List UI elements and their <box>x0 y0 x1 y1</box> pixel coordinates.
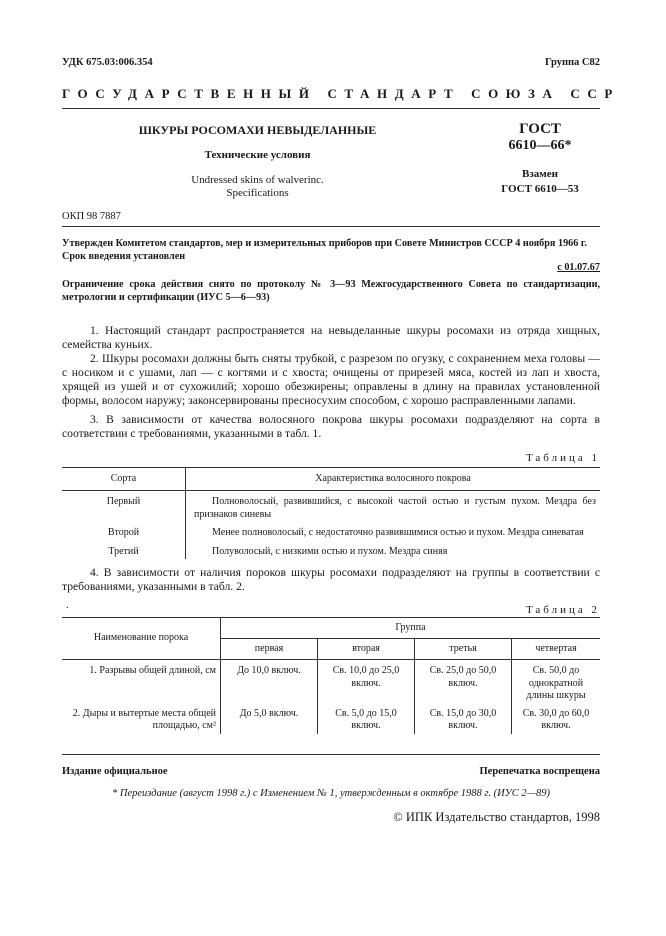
english-title-line1: Undressed skins of walverinc. <box>191 174 324 186</box>
official-edition: Издание официальное <box>62 766 168 777</box>
value-cell: Св. 25,0 до 50,0 включ. <box>415 660 512 704</box>
grade-cell: Второй <box>62 522 186 541</box>
desc-cell: Полуволосый, с низкими остью и пухом. Мездра синяя <box>212 545 448 557</box>
replaces-value: ГОСТ 6610—53 <box>501 183 579 195</box>
table-defects <box>62 617 600 734</box>
document-title: ШКУРЫ РОСОМАХИ НЕВЫДЕЛАННЫЕ <box>138 123 377 137</box>
copyright-line: © ИПК Издательство стандартов, 1998 <box>393 810 600 824</box>
english-title-line2: Specifications <box>226 187 289 199</box>
defect-name-cell: 2. Дыры и вытертые места общей площадью, см² <box>62 704 221 734</box>
desc-cell: Полноволосый, развившийся, с высокой частой остью и густым пухом. Мездра без признаков синевы <box>194 496 596 520</box>
table1-header-row <box>62 468 600 491</box>
desc-cell: Менее полноволосый, с недостаточно развившимися остью и пухом. Мездра синеватая <box>212 527 584 538</box>
paragraph-3: 3. В зависимости от качества волосяного покрова шкуры росомахи подразделяют на сорта в соответствии с требованиями, указанными в табл. 1. <box>62 413 600 440</box>
table1-col-desc: Характеристика волосяного покрова <box>186 468 601 491</box>
group-third: третья <box>415 639 512 660</box>
banner-rule <box>62 108 600 109</box>
effective-date: с 01.07.67 <box>557 262 600 273</box>
udc-code: УДК 675.03:006.354 <box>62 57 153 68</box>
replaces-label: Взамен <box>522 168 558 180</box>
table1-caption: Таблица 1 <box>525 452 600 464</box>
table2-caption: Таблица 2 <box>525 604 600 616</box>
table-row <box>62 704 600 734</box>
okp-rule <box>62 226 600 227</box>
value-cell: Св. 50,0 до однократной длины шкуры <box>526 665 586 701</box>
effective-label: Срок введения установлен <box>62 251 186 262</box>
document-subtitle: Технические условия <box>204 149 311 161</box>
gost-label: ГОСТ <box>519 121 561 137</box>
paragraph-2: 2. Шкуры росомахи должны быть сняты трубкой, с разрезом по огузку, с сохранением меха головы — с носиком и с ушами, лап — с когтями и с хвоста; очищены от прирезей мяса, костей из лап и хвоста, хрящей из ушей и от сухожилий; хорошо обезжирены; оправлены в длину на правилах установленной формы, волосом наружу; законсервированы пресносухим способом, с хорошо расправленными лапами. <box>62 352 600 407</box>
reprint-prohibited: Перепечатка воспрещена <box>479 766 600 777</box>
table1-col-grade: Сорта <box>62 468 186 491</box>
value-cell: До 5,0 включ. <box>221 704 318 734</box>
table2-header-row <box>62 618 600 639</box>
table2-col-name: Наименование порока <box>62 618 221 660</box>
table2-col-group: Группа <box>221 618 601 639</box>
grade-cell: Первый <box>62 491 186 523</box>
group-second: вторая <box>318 639 415 660</box>
value-cell: Св. 30,0 до 60,0 включ. <box>522 707 590 731</box>
table-row <box>62 491 600 523</box>
grade-cell: Третий <box>62 541 186 560</box>
table2-marker: . <box>66 600 69 611</box>
group-fourth: четвертая <box>512 639 601 660</box>
paragraph-1: 1. Настоящий стандарт распространяется на невыделанные шкуры росомахи из отряда хищных, семейства куньих. <box>62 324 600 351</box>
table2-bottom-rule <box>62 754 600 755</box>
group-code: Группа С82 <box>544 57 600 68</box>
value-cell: Св. 10,0 до 25,0 включ. <box>318 660 415 704</box>
value-cell: Св. 5,0 до 15,0 включ. <box>318 704 415 734</box>
gost-number: 6610—66* <box>508 138 572 153</box>
table-row <box>62 660 600 704</box>
reissue-note: * Переиздание (август 1998 г.) с Изменением № 1, утвержденным в октябре 1988 г. (ИУС 2—89) <box>112 788 550 799</box>
group-first: первая <box>221 639 318 660</box>
table-row <box>62 541 600 560</box>
okp-code: ОКП 98 7887 <box>62 211 121 222</box>
value-cell: До 10,0 включ. <box>221 660 318 704</box>
paragraph-4: 4. В зависимости от наличия пороков шкуры росомахи подразделяют на группы в соответствии с требованиями, указанными в табл. 2. <box>62 566 600 593</box>
defect-name-cell: 1. Разрывы общей длиной, см <box>62 660 221 704</box>
value-cell: Св. 15,0 до 30,0 включ. <box>415 704 512 734</box>
limitation-note: Ограничение срока действия снято по протоколу № 3—93 Межгосударственного Совета по стандартизации, метрологии и сертификации (ИУС 5—6—93) <box>62 279 600 303</box>
approval-line: Утвержден Комитетом стандартов, мер и измерительных приборов при Совете Министров СССР 4 ноября 1966 г. <box>62 238 587 249</box>
table-grades <box>62 467 600 559</box>
table-row <box>62 522 600 541</box>
standard-banner: ГОСУДАРСТВЕННЫЙ СТАНДАРТ СОЮЗА ССР <box>62 86 620 101</box>
